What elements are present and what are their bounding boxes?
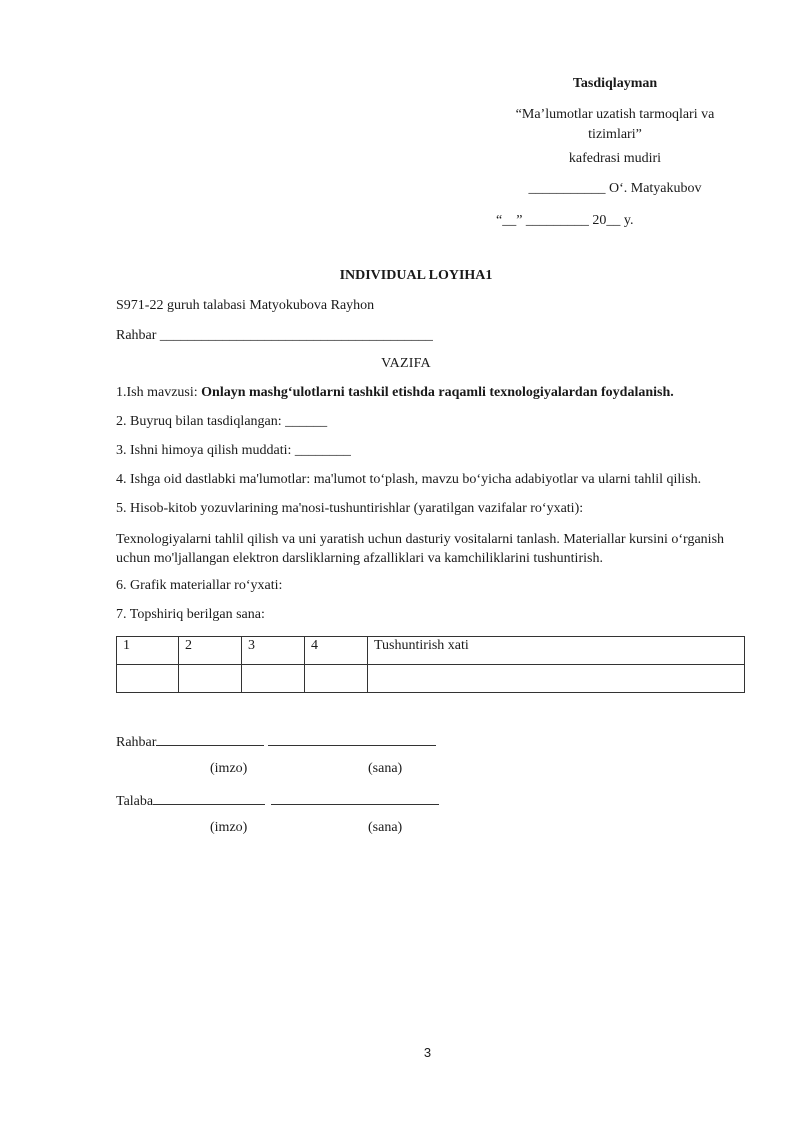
item-deadline: 3. Ishni himoya qilish muddati: ________	[116, 443, 351, 458]
table-cell	[242, 665, 305, 693]
item-explanations: 5. Hisob-kitob yozuvlarining ma'nosi-tushuntirishlar (yaratilgan vazifalar ro‘yxati):	[116, 501, 584, 516]
rahbar-sana-caption: (sana)	[368, 761, 403, 776]
table-cell	[179, 665, 242, 693]
rahbar-label: Rahbar	[116, 735, 157, 750]
item-topic-prefix: 1.Ish mavzusi:	[116, 385, 202, 400]
item-assignment-date: 7. Topshiriq berilgan sana:	[116, 607, 265, 622]
talaba-sana-caption: (sana)	[368, 820, 403, 835]
talaba-signature-line	[116, 791, 439, 810]
approval-date: “__” _________ 20__ y.	[496, 213, 634, 228]
item-graphics: 6. Grafik materiallar ro‘yxati:	[116, 578, 283, 593]
table-header-cell: 1	[117, 637, 179, 665]
page-number: 3	[423, 1045, 432, 1060]
table-cell	[305, 665, 368, 693]
table-header-row	[117, 637, 745, 665]
talaba-date-blank	[271, 791, 439, 805]
approval-role: kafedrasi mudiri	[568, 151, 662, 166]
supervisor-line: Rahbar _______________________________________	[116, 328, 433, 343]
table-header-cell: 4	[305, 637, 368, 665]
item-initial-data: 4. Ishga oid dastlabki ma'lumotlar: ma'lumot to‘plash, mavzu bo‘yicha adabiyotlar va ularni tahlil qilish.	[116, 472, 702, 487]
item-topic-text: Onlayn mashg‘ulotlarni tashkil etishda raqamli texnologiyalardan foydalanish.	[201, 385, 674, 400]
rahbar-signature-blank	[156, 732, 264, 746]
schedule-table	[116, 636, 745, 693]
table-header-cell: 3	[242, 637, 305, 665]
table-header-cell: Tushuntirish xati	[368, 637, 745, 665]
table-cell	[117, 665, 179, 693]
approval-signature: ___________ O‘. Matyakubov	[528, 181, 702, 196]
section-title: VAZIFA	[381, 356, 431, 371]
approval-title: Tasdiqlayman	[572, 76, 658, 91]
talaba-label: Talaba	[116, 794, 154, 809]
item-topic	[116, 385, 674, 401]
table-row	[117, 665, 745, 693]
table-cell	[368, 665, 745, 693]
table-header-cell: 2	[179, 637, 242, 665]
rahbar-date-blank	[268, 732, 436, 746]
item-explanations-text: Texnologiyalarni tahlil qilish va uni yaratish uchun dasturiy vositalarni tanlash. Materiallar kursini o‘rganish uchun mo'ljallangan elektron darsliklarning afzalliklari va kamchiliklarini tushuntirish.	[116, 532, 725, 566]
student-line: S971-22 guruh talabasi Matyokubova Rayhon	[116, 298, 375, 313]
talaba-signature-blank	[153, 791, 265, 805]
rahbar-signature-line	[116, 732, 436, 751]
rahbar-imzo-caption: (imzo)	[210, 761, 248, 776]
document-title: INDIVIDUAL LOYIHA1	[339, 268, 493, 283]
item-order: 2. Buyruq bilan tasdiqlangan: ______	[116, 414, 328, 429]
talaba-imzo-caption: (imzo)	[210, 820, 248, 835]
approval-department: “Ma’lumotlar uzatish tarmoqlari va tizimlari”	[515, 107, 715, 142]
